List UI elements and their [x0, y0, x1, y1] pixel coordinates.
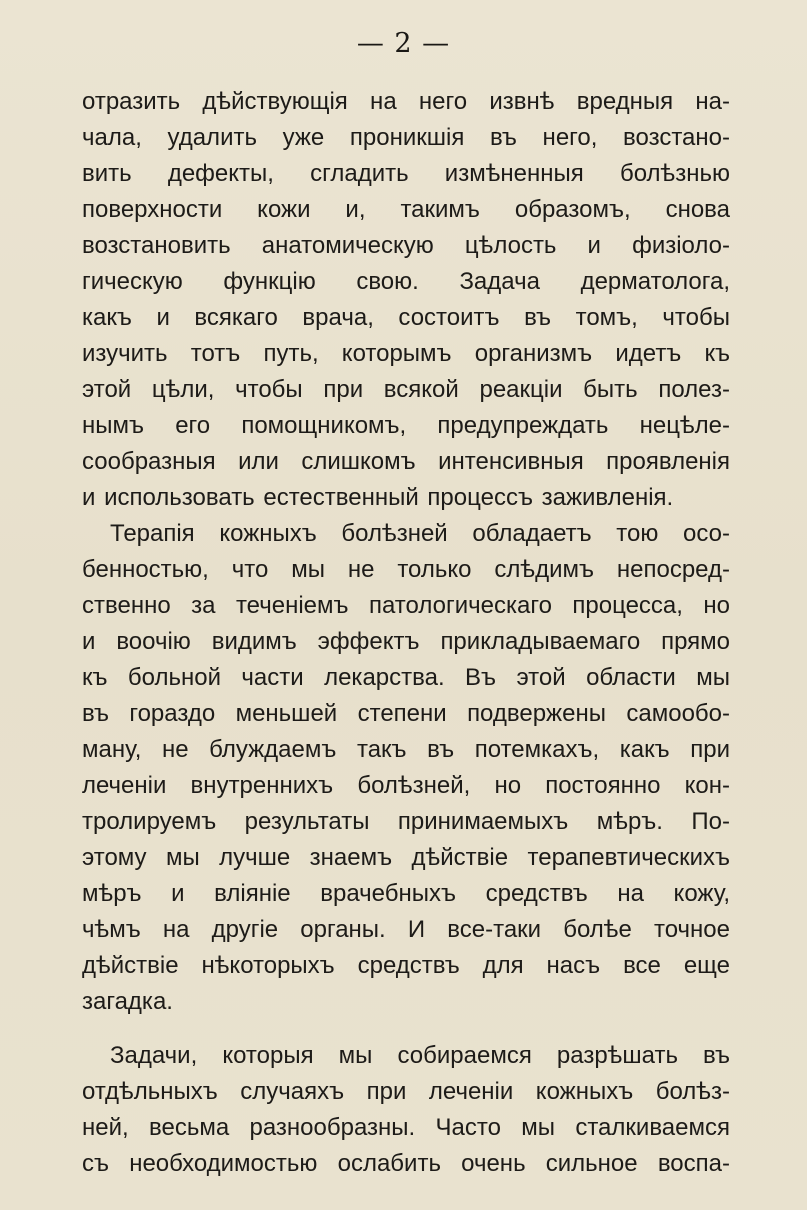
text-line: мѣръ и вліяніе врачебныхъ средствъ на кожу, [82, 880, 730, 907]
text-line: возстановить анатомическую цѣлость и физіоло- [82, 232, 730, 259]
text-line: ману, не блуждаемъ такъ въ потемкахъ, какъ при [82, 736, 730, 763]
text-line: леченіи внутреннихъ болѣзней, но постоянно кон- [82, 772, 730, 799]
text-line: гическую функцію свою. Задача дерматолога, [82, 268, 730, 295]
text-line: бенностью, что мы не только слѣдимъ непосред- [82, 556, 730, 583]
text-line: этому мы лучше знаемъ дѣйствіе терапевтическихъ [82, 844, 730, 871]
paragraph-1 [82, 84, 730, 516]
paragraph-spacer [82, 1020, 730, 1038]
text-line: нымъ его помощникомъ, предупреждать нецѣле- [82, 412, 730, 439]
text-line: отдѣльныхъ случаяхъ при леченіи кожныхъ болѣз- [82, 1078, 730, 1105]
text-line: къ больной части лекарства. Въ этой области мы [82, 664, 730, 691]
text-line: и воочію видимъ эффектъ прикладываемаго прямо [82, 628, 730, 655]
text-line: и использовать естественный процессъ заживленія. [82, 484, 674, 511]
text-line: съ необходимостью ослабить очень сильное воспа- [82, 1150, 730, 1177]
text-line: въ гораздо меньшей степени подвержены самообо- [82, 700, 730, 727]
paragraph-3 [82, 1038, 730, 1182]
text-line: вить дефекты, сгладить измѣненныя болѣзнью [82, 160, 730, 187]
text-line: отразить дѣйствующія на него извнѣ вредныя на- [82, 88, 730, 115]
text-line: загадка. [82, 988, 173, 1015]
text-line: чѣмъ на другіе органы. И все-таки болѣе точное [82, 916, 730, 943]
text-line: ней, весьма разнообразны. Часто мы сталкиваемся [82, 1114, 730, 1141]
text-line: какъ и всякаго врача, состоитъ въ томъ, чтобы [82, 304, 730, 331]
text-line: сообразныя или слишкомъ интенсивныя проявленія [82, 448, 730, 475]
text-line: Задачи, которыя мы собираемся разрѣшать въ [110, 1042, 730, 1069]
text-line: этой цѣли, чтобы при всякой реакціи быть полез- [82, 376, 730, 403]
text-line: ственно за теченіемъ патологическаго процесса, но [82, 592, 730, 619]
paragraph-2 [82, 516, 730, 1020]
body-text [82, 84, 730, 1182]
text-line: изучить тотъ путь, которымъ организмъ идетъ къ [82, 340, 730, 367]
text-line: поверхности кожи и, такимъ образомъ, снова [82, 196, 730, 223]
text-line: тролируемъ результаты принимаемыхъ мѣръ. По- [82, 808, 730, 835]
text-line: чала, удалить уже проникшія въ него, возстано- [82, 124, 730, 151]
page-number: — 2 — [356, 28, 451, 59]
text-line: дѣйствіе нѣкоторыхъ средствъ для насъ все еще [82, 952, 730, 979]
text-line: Терапія кожныхъ болѣзней обладаетъ тою осо- [110, 520, 730, 547]
